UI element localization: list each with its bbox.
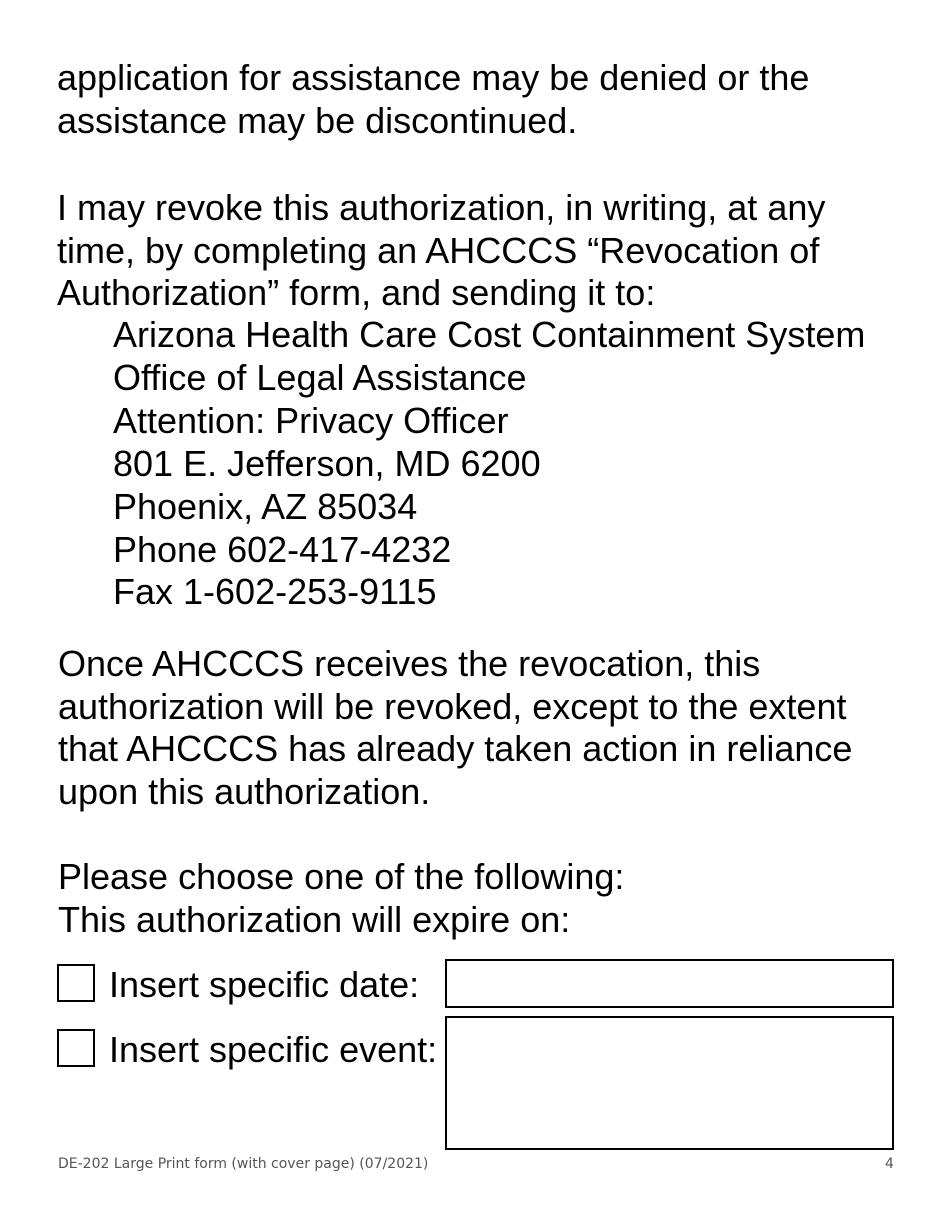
address-line: Phone 602-417-4232 (113, 529, 452, 570)
address-line: Attention: Privacy Officer (113, 400, 509, 441)
specific-event-input[interactable] (445, 1016, 894, 1150)
address-line: Phoenix, AZ 85034 (113, 486, 418, 527)
body-text-line: upon this authorization. (58, 771, 431, 812)
specific-date-label: Insert specific date: (109, 964, 420, 1005)
body-text-line: assistance may be discontinued. (57, 100, 578, 141)
specific-date-input[interactable] (445, 959, 894, 1008)
body-text-line: that AHCCCS has already taken action in reliance (58, 728, 853, 769)
body-text-line: I may revoke this authorization, in writing, at any (57, 187, 826, 228)
address-line: Office of Legal Assistance (113, 357, 527, 398)
form-identifier: DE-202 Large Print form (with cover page) (07/2021) (58, 1156, 429, 1172)
specific-date-checkbox[interactable] (57, 964, 95, 1002)
body-text-line: application for assistance may be denied or the (57, 57, 810, 98)
expiration-heading: This authorization will expire on: (58, 899, 571, 940)
body-text-line: Once AHCCCS receives the revocation, this (58, 643, 761, 684)
specific-event-checkbox[interactable] (57, 1029, 95, 1067)
body-text-line: authorization will be revoked, except to the extent (58, 686, 847, 727)
body-text-line: Authorization” form, and sending it to: (57, 272, 656, 313)
address-line: Fax 1-602-253-9115 (113, 571, 437, 612)
specific-event-label: Insert specific event: (109, 1029, 438, 1070)
address-line: Arizona Health Care Cost Containment System (113, 314, 866, 355)
page-number: 4 (885, 1156, 894, 1172)
choice-instruction: Please choose one of the following: (58, 856, 625, 897)
body-text-line: time, by completing an AHCCCS “Revocation of (57, 230, 820, 271)
address-line: 801 E. Jefferson, MD 6200 (113, 443, 541, 484)
